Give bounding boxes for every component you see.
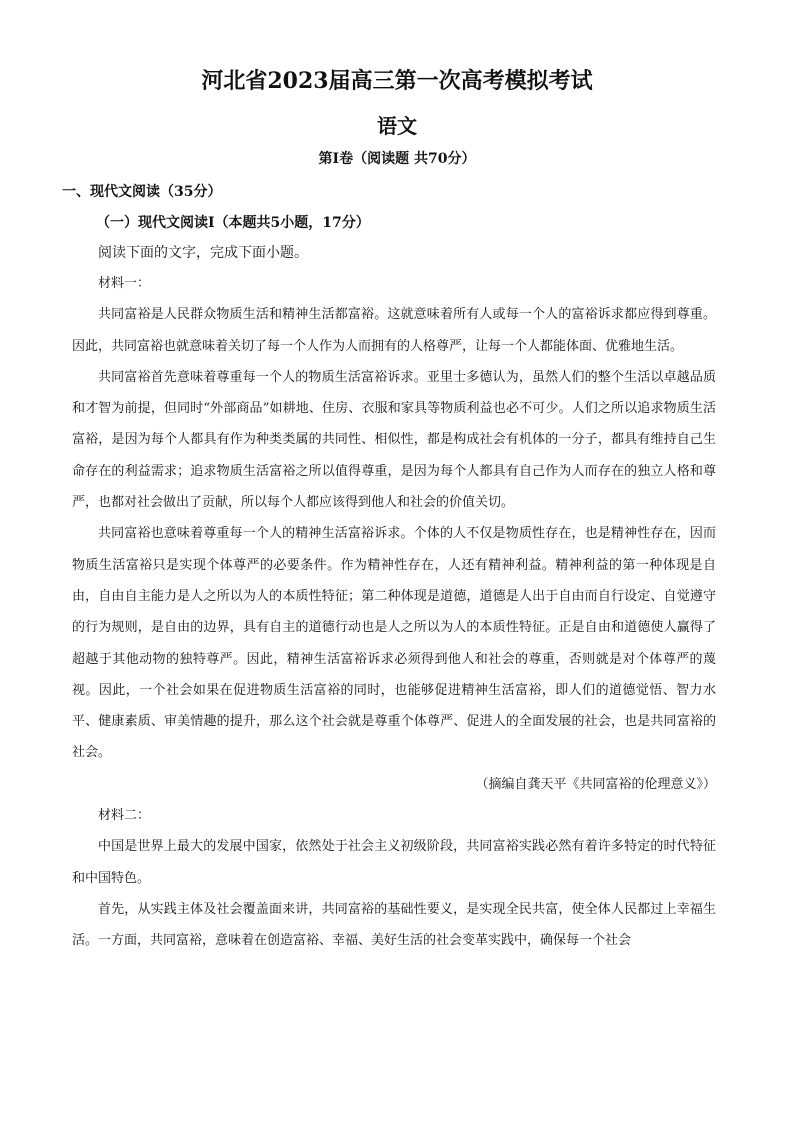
material1-label: 材料一：: [98, 276, 151, 291]
subsection-heading: （一）现代文阅读Ⅰ（本题共5小题，17分）: [96, 215, 370, 231]
material1-paragraph-3: 共同富裕也意味着尊重每一个人的精神生活富裕诉求。个体的人不仅是物质性存在，也是精神性存在，因而物质生活富裕只是实现个体尊严的必要条件。作为精神性存在，人还有精神利益。精神利益的第一种体现是自由，自由自主能力是人之所以为人的本质性特征；第二种体现是道德，道德是人出于自由而自行设定、自觉遵守的行为规则，是自由的边界，具有自主的道德行动也是人之所以为人的本质性特征。正是自由和道德使人赢得了超越于其他动物的独特尊严。因此，精神生活富裕诉求必须得到他人和社会的尊重，否则就是对个体尊严的蔑视。因此，一个社会如果在促进物质生活富裕的同时，也能够促进精神生活富裕，即人们的道德觉悟、智力水平、健康素质、审美情趣的提升，那么这个社会就是尊重个体尊严、促进人的全面发展的社会，也是共同富裕的社会。: [72, 526, 716, 761]
material2-paragraph-2: 首先，从实践主体及社会覆盖面来讲，共同富裕的基础性要义，是实现全民共富，使全体人民都过上幸福生活。一方面，共同富裕，意味着在创造富裕、幸福、美好生活的社会变革实践中，确保每一个社会: [72, 901, 716, 949]
material2-label: 材料二：: [98, 808, 151, 824]
exam-title: 河北省2023届高三第一次高考模拟考试: [201, 68, 593, 94]
material2-paragraph-1: 中国是世界上最大的发展中国家，依然处于社会主义初级阶段，共同富裕实践必然有着许多特定的时代特征和中国特色。: [72, 839, 716, 886]
material1-source: （摘编自龚天平《共同富裕的伦理意义》）: [475, 776, 716, 792]
subject-title: 语文: [377, 114, 417, 138]
volume-title: 第Ⅰ卷（阅读题 共70分）: [318, 151, 476, 167]
reading-instruction: 阅读下面的文字，完成下面小题。: [98, 245, 308, 261]
material1-paragraph-2: 共同富裕首先意味着尊重每一个人的物质生活富裕诉求。亚里士多德认为，虽然人们的整个生活以卓越品质和才智为前提，但同时“外部商品”如耕地、住房、衣服和家具等物质利益也必不可少。人们之所以追求物质生活富裕，是因为每个人都具有作为种类类属的共同性、相似性，都是构成社会有机体的一分子，都具有维持自己生命存在的利益需求；追求物质生活富裕之所以值得尊重，是因为每个人都具有自己作为人而存在的独立人格和尊严，也都对社会做出了贡献，所以每个人都应该得到他人和社会的价值关切。: [72, 369, 716, 511]
section-heading: 一、现代文阅读（35分）: [62, 184, 222, 200]
material1-paragraph-1: 共同富裕是人民群众物质生活和精神生活都富裕。这就意味着所有人或每一个人的富裕诉求都应得到尊重。因此，共同富裕也就意味着关切了每一个人作为人而拥有的人格尊严，让每一个人都能体面、优雅地生活。: [72, 307, 716, 354]
reading-passage: [72, 268, 716, 957]
